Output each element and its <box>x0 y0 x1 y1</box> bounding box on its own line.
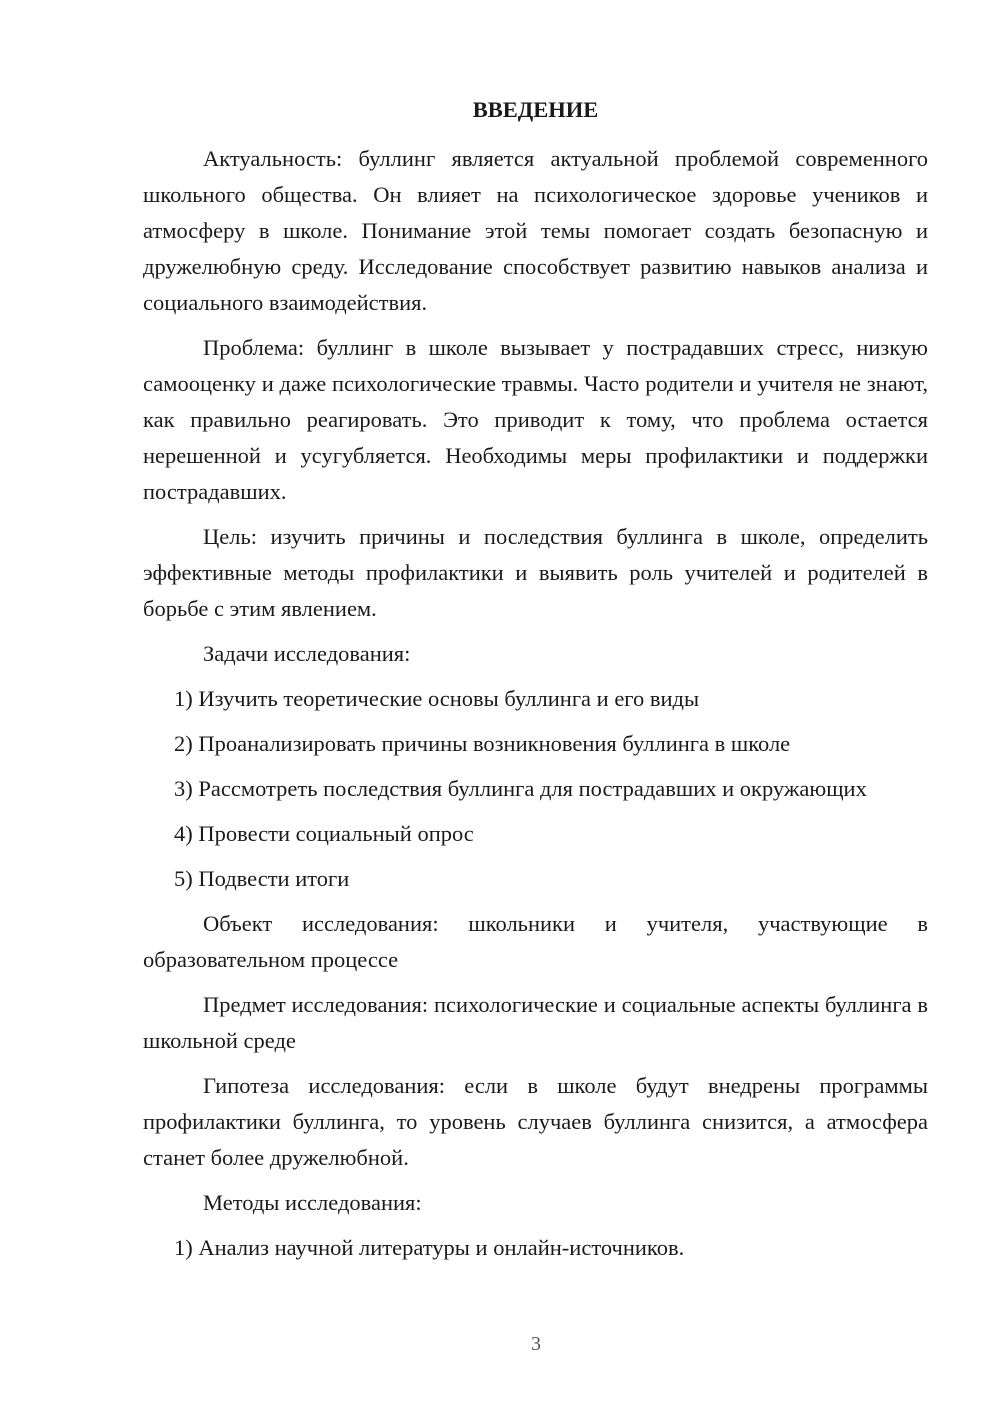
paragraph-hypothesis: Гипотеза исследования: если в школе будут внедрены программы профилактики буллинга, то уровень случаев буллинга снизится, а атмосфера станет более дружелюбной. <box>143 1073 928 1170</box>
page-title: ВВЕДЕНИЕ <box>472 97 599 122</box>
paragraph-problem: Проблема: буллинг в школе вызывает у пострадавших стресс, низкую самооценку и даже психологические травмы. Часто родители и учителя не знают, как правильно реагировать. Это приводит к тому, что проблема остается нерешенной и усугубляется. Необходимы меры профилактики и поддержки пострадавших. <box>143 335 928 504</box>
paragraph-object: Объект исследования: школьники и учителя, участвующие в образовательном процессе <box>143 911 928 972</box>
task-item: 3) Рассмотреть последствия буллинга для пострадавших и окружающих <box>174 776 867 801</box>
methods-heading: Методы исследования: <box>203 1190 422 1215</box>
method-item: 1) Анализ научной литературы и онлайн-источников. <box>174 1235 685 1260</box>
paragraph-subject: Предмет исследования: психологические и социальные аспекты буллинга в школьной среде <box>143 992 928 1053</box>
tasks-heading: Задачи исследования: <box>203 641 411 666</box>
page-content <box>143 92 928 1275</box>
page-number: 3 <box>531 1333 541 1355</box>
task-item: 1) Изучить теоретические основы буллинга и его виды <box>174 686 700 711</box>
paragraph-goal: Цель: изучить причины и последствия буллинга в школе, определить эффективные методы профилактики и выявить роль учителей и родителей в борьбе с этим явлением. <box>143 524 928 621</box>
task-item: 5) Подвести итоги <box>174 866 350 891</box>
paragraph-relevance: Актуальность: буллинг является актуальной проблемой современного школьного общества. Он влияет на психологическое здоровье учеников и атмосферу в школе. Понимание этой темы помогает создать безопасную и дружелюбную среду. Исследование способствует развитию навыков анализа и социального взаимодействия. <box>143 146 928 315</box>
task-item: 2) Проанализировать причины возникновения буллинга в школе <box>174 731 791 756</box>
task-item: 4) Провести социальный опрос <box>174 821 474 846</box>
